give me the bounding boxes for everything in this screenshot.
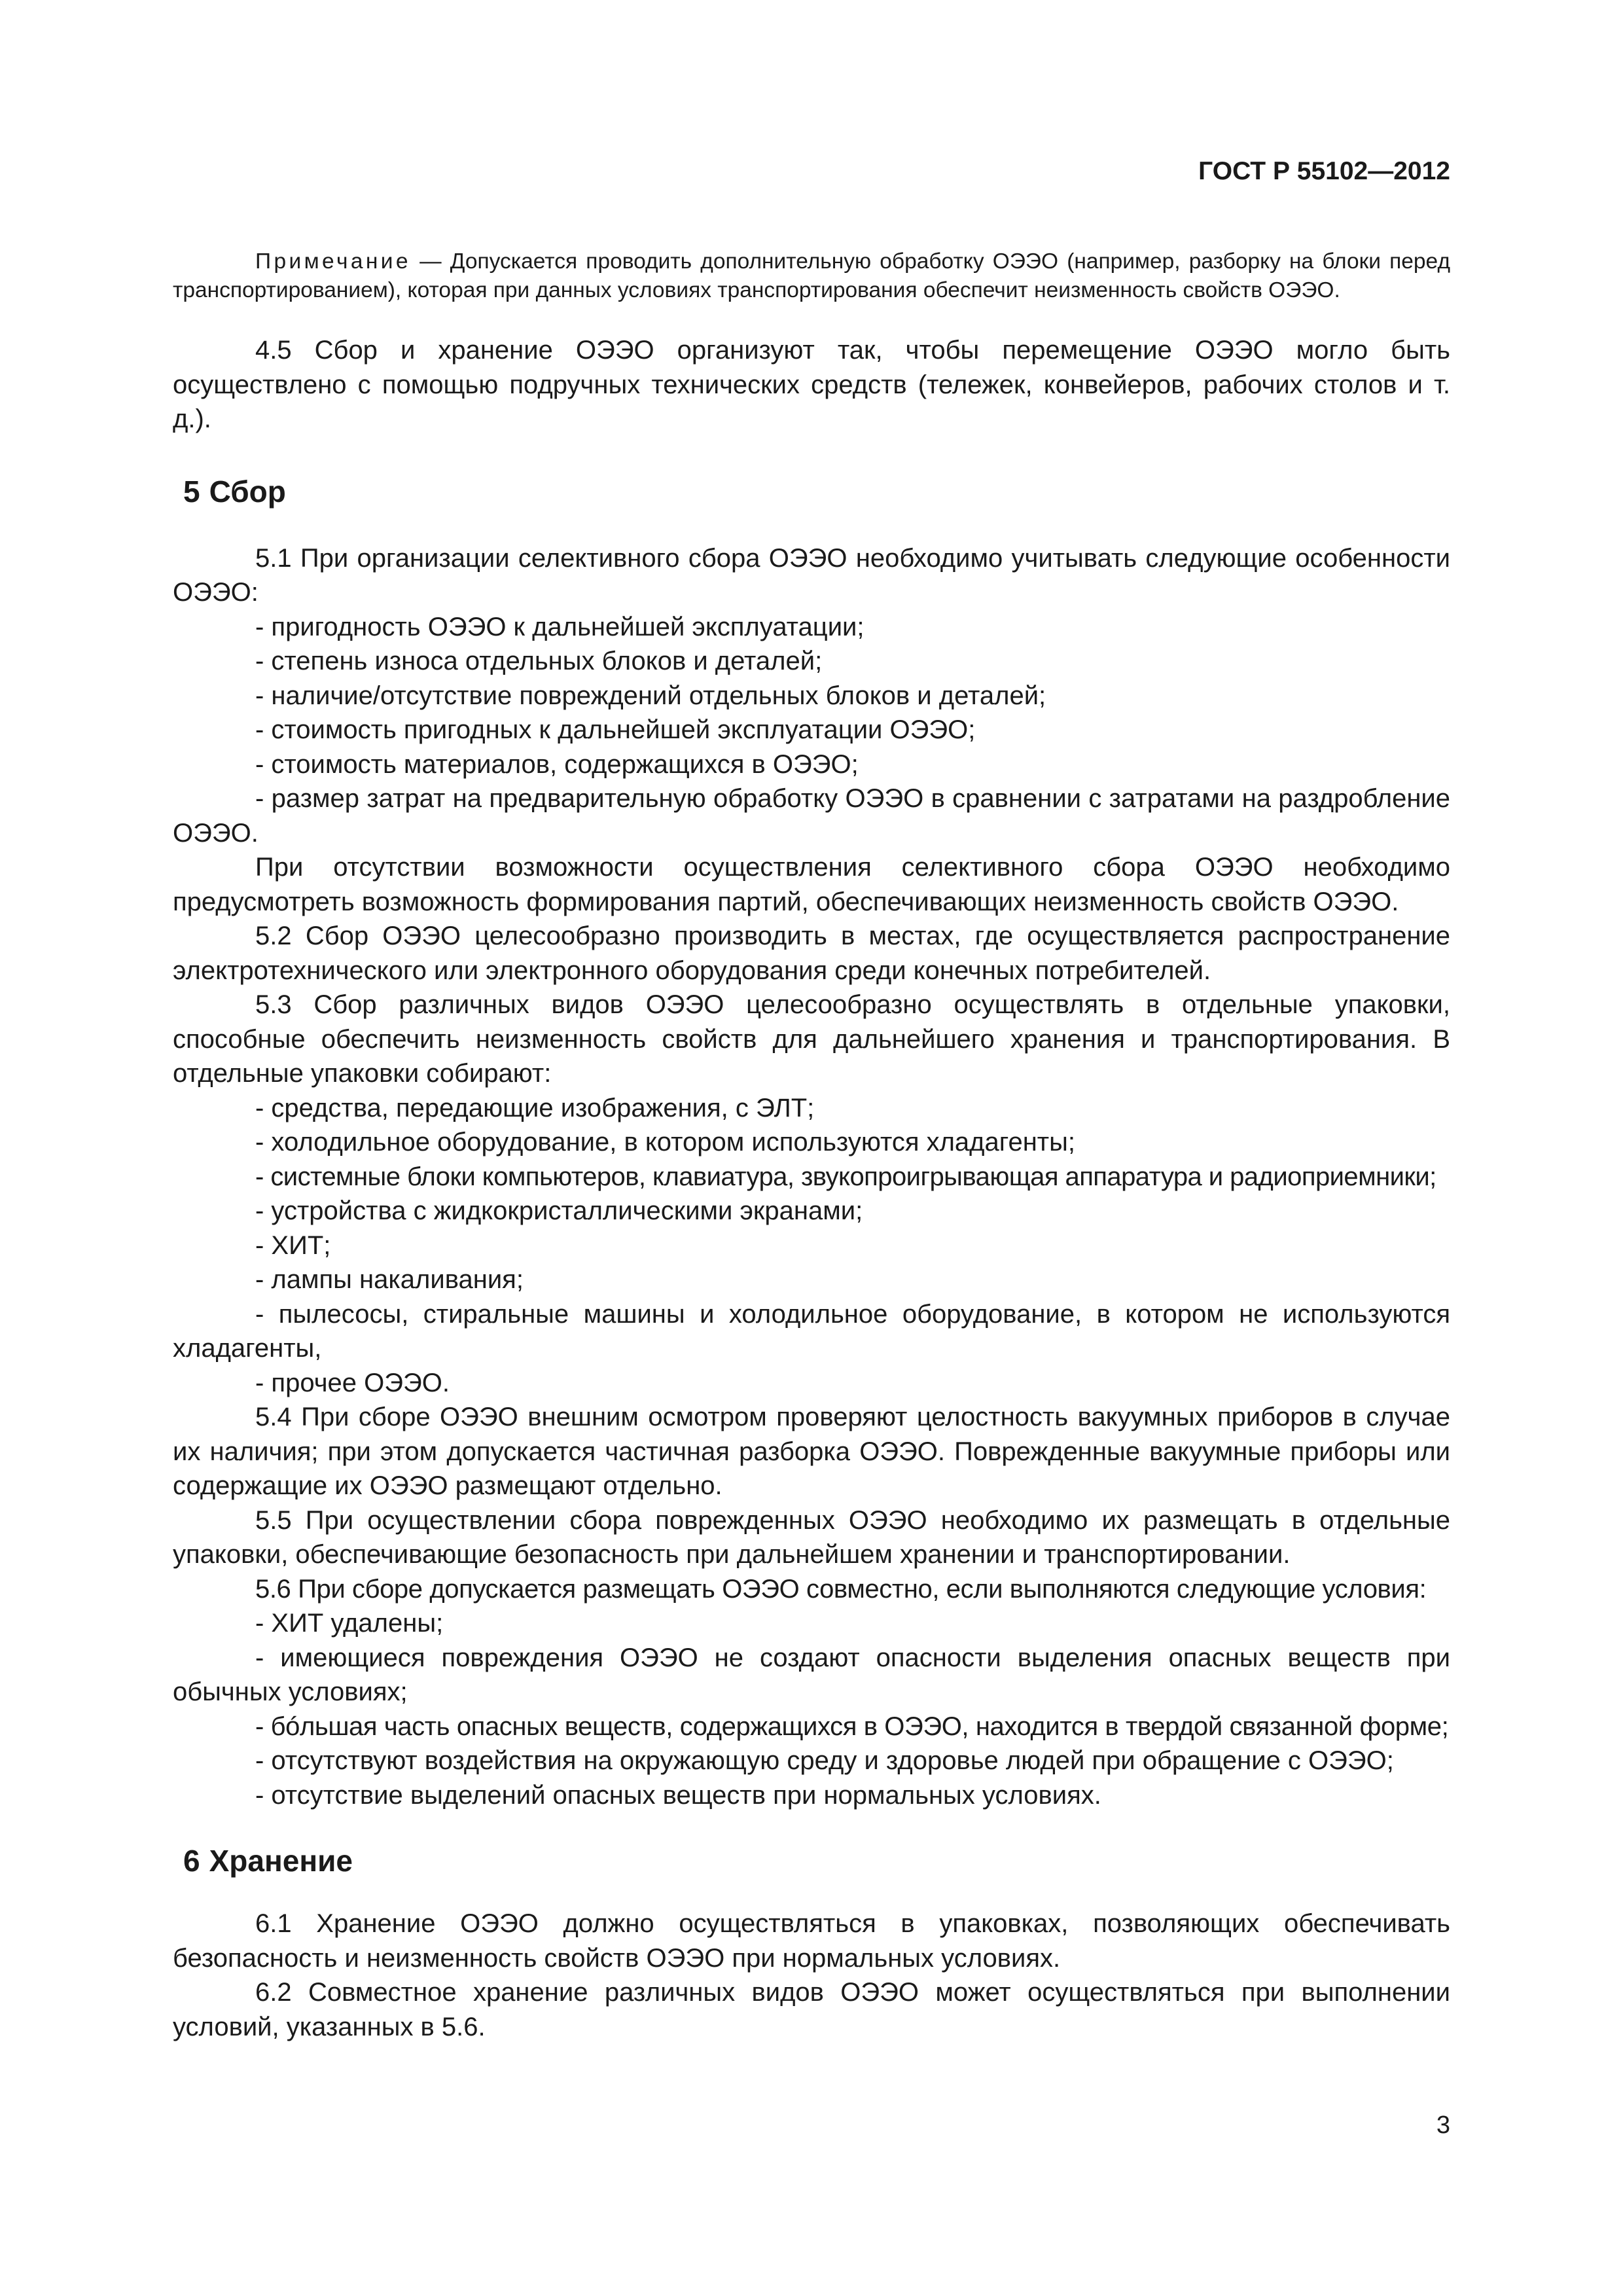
paragraph-5-3: 5.3 Сбор различных видов ОЭЭО целесообразно осуществлять в отдельные упаковки, способные обеспечить неизменность свойств для дальнейшего хранения и транспортирования. В отдельные упаковки собирают: [173,990,1450,1088]
list-item: - средства, передающие изображения, с ЭЛТ; [255,1093,815,1122]
section-5-heading [173,472,1450,511]
document-code-header: ГОСТ Р 55102—2012 [1198,157,1450,185]
page-number: 3 [1436,2111,1450,2139]
paragraph-5-2: 5.2 Сбор ОЭЭО целесообразно производить в местах, где осуществляется распространение электротехнического или электронного оборудования среди конечных потребителей. [173,922,1450,985]
paragraph-5-6: 5.6 При сборе допускается размещать ОЭЭО совместно, если выполняются следующие условия: [255,1574,1427,1604]
paragraph-6-1: 6.1 Хранение ОЭЭО должно осуществляться в упаковках, позволяющих обеспечивать безопасность и неизменность свойств ОЭЭО при нормальных условиях. [173,1909,1450,1973]
list-item: - имеющиеся повреждения ОЭЭО не создают опасности выделения опасных веществ при обычных условиях; [173,1643,1450,1706]
list-item: - прочее ОЭЭО. [255,1368,450,1397]
note-label: Примечание [255,249,411,274]
paragraph-absence: При отсутствии возможности осуществления селективного сбора ОЭЭО необходимо предусмотреть возможность формирования партий, обеспечивающих неизменность свойств ОЭЭО. [173,853,1450,916]
note-text: — Допускается проводить дополнительную обработку ОЭЭО (например, разборку на блоки перед транспортированием), которая при данных условиях транспортирования обеспечит неизменность свойств ОЭЭО. [173,249,1450,302]
paragraph-5-1: 5.1 При организации селективного сбора ОЭЭО необходимо учитывать следующие особенности ОЭЭО: [173,543,1450,607]
section-6-number: 6 [183,1844,200,1878]
list-item: - ХИТ; [255,1230,331,1260]
list-item: - системные блоки компьютеров, клавиатура, звукопроигрывающая аппаратура и радиоприемники; [255,1162,1436,1191]
list-item: - лампы накаливания; [255,1265,524,1294]
list-item: - отсутствие выделений опасных веществ при нормальных условиях. [255,1780,1101,1810]
paragraph-6-2: 6.2 Совместное хранение различных видов ОЭЭО может осуществляться при выполнении условий, указанных в 5.6. [173,1978,1450,2041]
note-paragraph [173,247,1450,305]
list-item: - холодильное оборудование, в котором используются хладагенты; [255,1128,1075,1157]
section-6-heading [173,1841,1450,1880]
list-item: - устройства с жидкокристаллическими экранами; [255,1196,863,1225]
list-item: - пылесосы, стиральные машины и холодильное оборудование, в котором не используются хладагенты, [173,1299,1450,1363]
paragraph-4-5: 4.5 Сбор и хранение ОЭЭО организуют так, чтобы перемещение ОЭЭО могло быть осуществлено с помощью подручных технических средств (тележек, конвейеров, рабочих столов и т. д.). [173,336,1450,433]
page-content [173,225,1450,2044]
section-5-number: 5 [183,474,200,509]
paragraph-5-5: 5.5 При осуществлении сбора поврежденных ОЭЭО необходимо их размещать в отдельные упаковки, обеспечивающие безопасность при дальнейшем хранении и транспортировании. [173,1505,1450,1569]
list-item: - наличие/отсутствие повреждений отдельных блоков и деталей; [255,681,1046,710]
list-item: - ХИТ удалены; [255,1609,444,1638]
list-item: - бóльшая часть опасных веществ, содержащихся в ОЭЭО, находится в твердой связанной форме; [255,1712,1449,1741]
section-6-title: Хранение [209,1844,353,1878]
list-item: - пригодность ОЭЭО к дальнейшей эксплуатации; [255,612,865,641]
list-item: - размер затрат на предварительную обработку ОЭЭО в сравнении с затратами на раздробление ОЭЭО. [173,784,1450,848]
list-item: - стоимость материалов, содержащихся в ОЭЭО; [255,749,859,779]
list-item: - степень износа отдельных блоков и деталей; [255,647,823,675]
list-item: - отсутствуют воздействия на окружающую среду и здоровье людей при обращение с ОЭЭО; [255,1746,1394,1775]
paragraph-5-4: 5.4 При сборе ОЭЭО внешним осмотром проверяют целостность вакуумных приборов в случае их наличия; при этом допускается частичная разборка ОЭЭО. Поврежденные вакуумные приборы или содержащие их ОЭЭО размещают отдельно. [173,1403,1450,1500]
section-5-title: Сбор [209,474,286,509]
list-item: - стоимость пригодных к дальнейшей эксплуатации ОЭЭО; [255,715,976,744]
